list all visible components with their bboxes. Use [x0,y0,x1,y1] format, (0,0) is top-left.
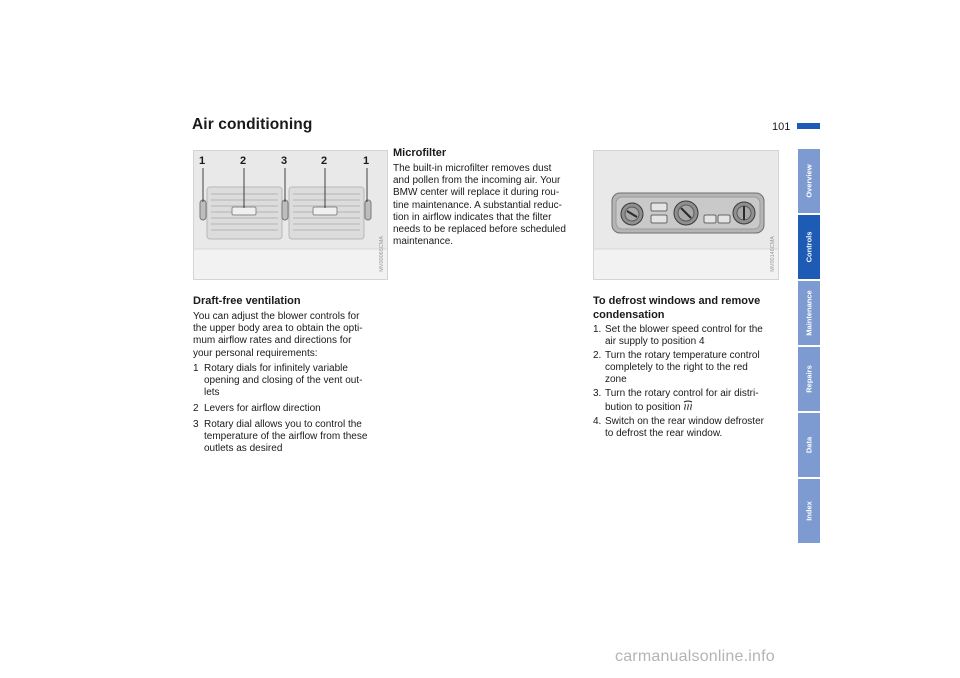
text-line: Switch on the rear window defroster [605,415,764,427]
page-title: Air conditioning [192,116,313,133]
step-number: 4. [593,415,602,427]
heading-line: To defrost windows and remove [593,295,761,307]
item-number: 3 [193,418,199,430]
draft-free-intro [193,311,388,360]
text-line: opening and closing of the vent out- [204,375,363,387]
climate-panel-illustration [594,151,778,279]
tab-repairs[interactable] [798,347,820,411]
callout-3: 3 [281,155,288,167]
list-item [593,324,788,348]
text-line: and pollen from the incoming air. Your [393,175,561,187]
text-line: your personal requirements: [193,347,318,359]
text-line: the upper body area to obtain the opti- [193,323,363,335]
text-line: temperature of the airflow from these [204,431,368,443]
tab-label: Index [804,501,814,521]
text-line: Levers for airflow direction [204,403,321,415]
callout-1-right: 1 [363,155,370,167]
figure-code: MV00146CMA [770,236,776,272]
item-text [204,419,388,456]
text-line: Turn the rotary temperature control [605,349,760,361]
defrost-steps [593,324,788,444]
page-number: 101 [772,121,791,133]
step-number: 2. [593,349,602,361]
tab-label: Overview [804,164,814,198]
step-number: 3. [593,388,602,400]
text-line: tine maintenance. A substantial reduc- [393,199,562,211]
tab-index[interactable] [798,479,820,543]
text-line: completely to the right to the red [605,362,748,374]
step-text [605,324,788,348]
text-line-with-icon [605,400,788,414]
item-number: 2 [193,403,199,415]
text-line: The built-in microfilter removes dust [393,163,552,174]
text-line: You can adjust the blower controls for [193,311,360,322]
step-text [605,350,788,387]
microfilter-heading: Microfilter [393,147,447,159]
footer-watermark: carmanualsonline.info [615,648,775,665]
item-number: 1 [193,363,199,374]
text-line: BMW center will replace it during rou- [393,187,560,199]
vent-legend-list [193,363,388,459]
callout-2-right: 2 [321,155,328,167]
tab-label: Repairs [804,365,814,393]
text-line: Set the blower speed control for the [605,324,763,335]
list-item [193,363,388,400]
text-line: outlets as desired [204,443,283,455]
defrost-heading [593,294,760,322]
callout-2-left: 2 [240,155,247,167]
list-item [193,419,388,456]
item-text [204,403,388,415]
tab-label: Data [804,436,814,454]
draft-free-heading: Draft-free ventilation [193,295,301,307]
heading-line: condensation [593,309,665,321]
item-text [204,363,388,400]
text-line: maintenance. [393,236,454,248]
text-line: Rotary dials for infinitely variable [204,363,348,374]
windshield-defrost-icon [683,400,693,411]
step-text [605,416,788,440]
text-line: zone [605,374,627,386]
tab-overview[interactable] [798,149,820,213]
text-line: Turn the rotary control for air distri- [605,388,759,400]
vent-illustration [194,151,387,279]
text-line: needs to be replaced before scheduled [393,224,566,236]
vent-figure [193,150,388,280]
text-line: Rotary dial allows you to control the [204,418,362,430]
step-number: 1. [593,324,602,335]
step-text [605,388,788,414]
text-line: mum airflow rates and directions for [193,335,352,347]
list-item [593,350,788,387]
list-item [193,403,388,415]
climate-panel-figure [593,150,779,280]
text-line: to defrost the rear window. [605,428,723,440]
microfilter-text [393,163,588,248]
text-line: bution to position [605,402,681,414]
tab-label: Controls [804,231,814,263]
callout-1-left: 1 [199,155,206,167]
text-line: tion in airflow indicates that the filter [393,211,552,223]
tab-controls[interactable] [798,215,820,279]
text-line: air supply to position 4 [605,336,705,348]
tab-label: Maintenance [804,290,814,336]
tab-maintenance[interactable] [798,281,820,345]
list-item [593,416,788,440]
tab-data[interactable] [798,413,820,477]
section-tabs [798,149,820,545]
page-number-bar [797,123,820,129]
text-line: lets [204,387,220,399]
list-item [593,388,788,414]
figure-code: MV00065CMA [379,236,385,272]
